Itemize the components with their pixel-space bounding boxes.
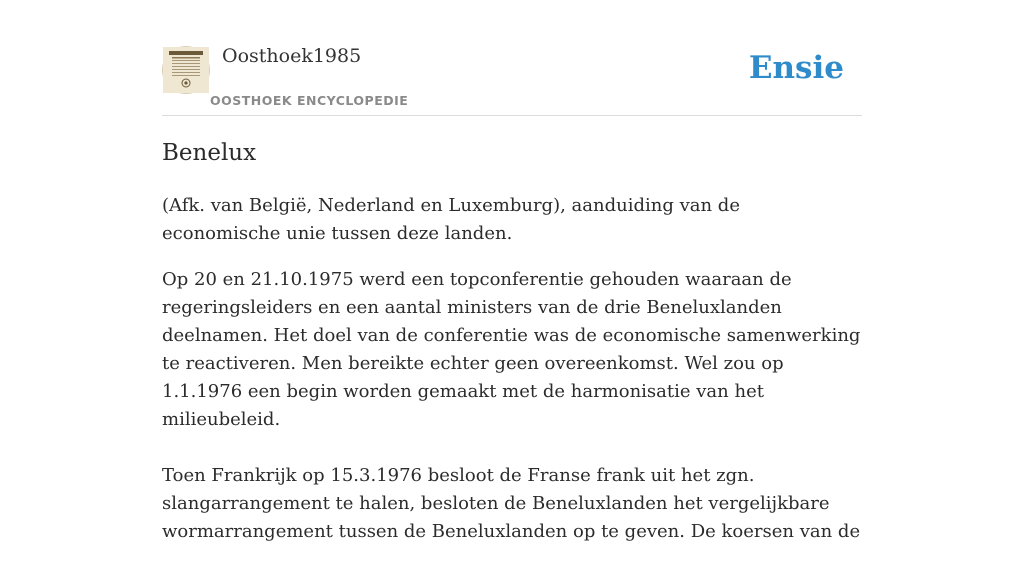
book-cover-icon (163, 47, 209, 93)
article-title: Benelux (162, 140, 257, 166)
article-page (162, 0, 862, 542)
author-name[interactable]: Oosthoek1985 (222, 45, 362, 67)
article-body (162, 192, 862, 564)
book-cover-avatar[interactable] (162, 46, 210, 94)
article-header (162, 0, 862, 116)
ensie-logo[interactable]: Ensie (748, 50, 844, 86)
paragraph-conference: Op 20 en 21.10.1975 werd een topconferentie gehouden waaraan de regeringsleiders en een aantal ministers van de drie Beneluxlanden deelnamen. Het doel van de conferentie was de economische samenwerking te reactiveren. Men bereikte echter geen overeenkomst. Wel zou op 1.1.1976 een begin worden gemaakt met de harmonisatie van het milieubeleid. (162, 269, 861, 430)
paragraph-currency: Toen Frankrijk op 15.3.1976 besloot de Franse frank uit het zgn. slangarrangement te halen, besloten de Beneluxlanden het vergelijkbare wormarrangement tussen de Beneluxlanden op te geven. De koersen van de (162, 465, 861, 542)
source-label[interactable]: OOSTHOEK ENCYCLOPEDIE (210, 93, 409, 108)
paragraph-definition: (Afk. van België, Nederland en Luxemburg), aanduiding van de economische unie tussen deze landen. (162, 195, 740, 244)
